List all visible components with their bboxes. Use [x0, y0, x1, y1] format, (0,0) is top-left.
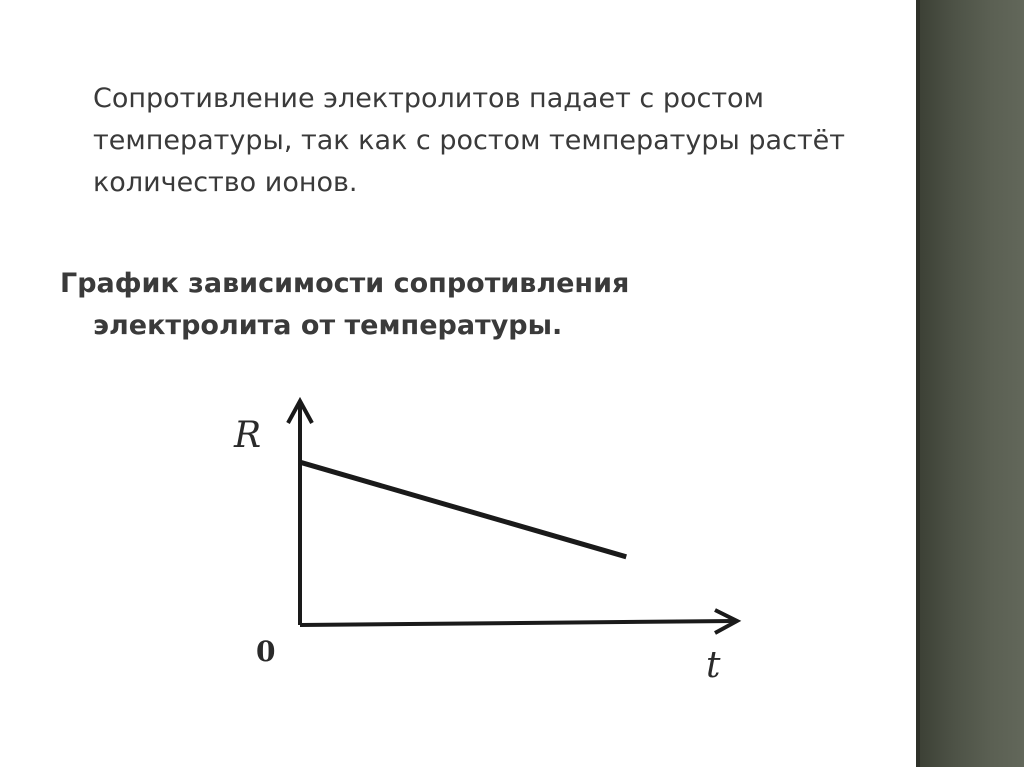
- x-axis: [300, 621, 735, 625]
- origin-label: 0: [256, 635, 276, 668]
- body-paragraph: Сопротивление электролитов падает с ростом температуры, так как с ростом температуры растёт количество ионов.: [93, 83, 846, 198]
- y-axis-label: R: [234, 415, 262, 456]
- x-axis-label: t: [706, 645, 721, 686]
- resistance-temperature-chart: [220, 385, 760, 705]
- heading-line-1: График зависимости сопротивления: [60, 268, 630, 299]
- chart-heading: [60, 263, 820, 347]
- heading-line-2: электролита от температуры.: [93, 310, 563, 341]
- series-line: [300, 462, 626, 557]
- side-panel: [916, 0, 1024, 767]
